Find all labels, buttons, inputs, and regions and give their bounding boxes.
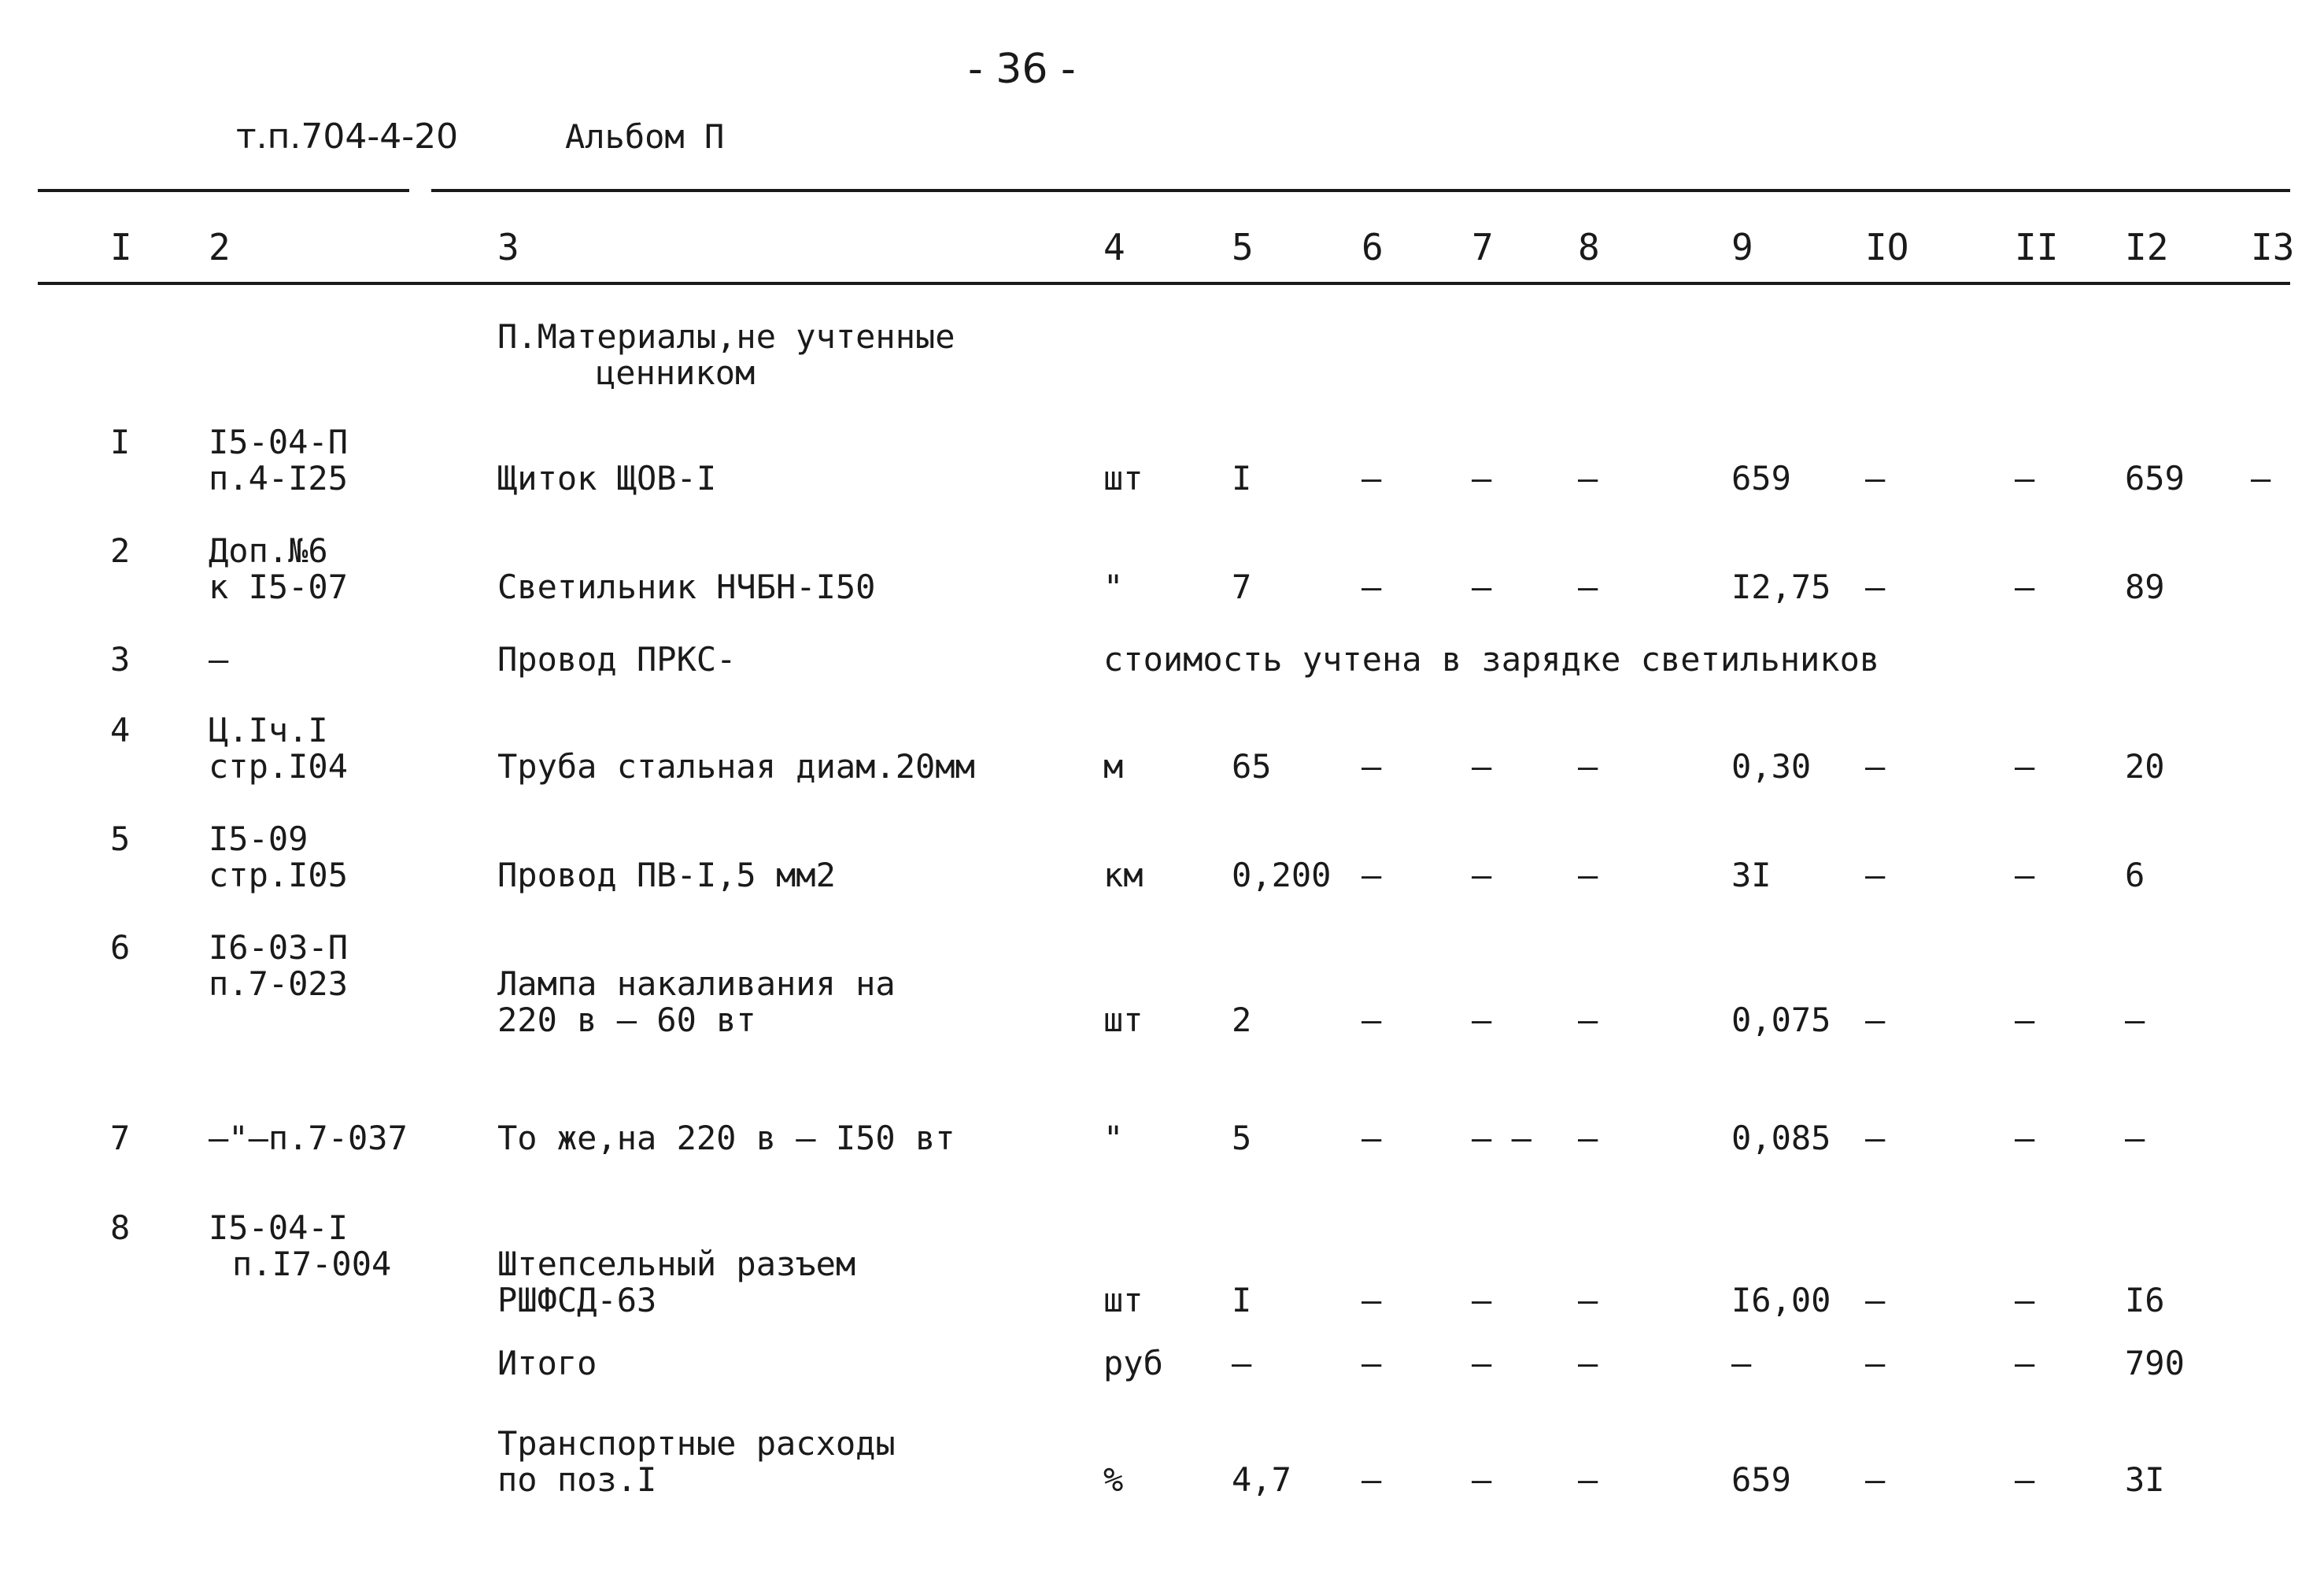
- row-reference: I5-04-П: [209, 423, 349, 461]
- row-value-c12: I6: [2125, 1281, 2165, 1319]
- row-value-c5: 4,7: [1232, 1460, 1291, 1499]
- column-number-2: 2: [209, 226, 231, 268]
- row-value-c11: –: [2015, 459, 2035, 498]
- column-number-3: 3: [497, 226, 519, 268]
- section-title-line2: ценником: [596, 353, 756, 392]
- row-value-c8: –: [1578, 1281, 1598, 1319]
- row-number: 5: [110, 820, 131, 858]
- row-value-c6: –: [1362, 1001, 1382, 1039]
- row-value-c8: –: [1578, 1344, 1598, 1382]
- row-value-c10: –: [1865, 747, 1886, 786]
- row-value-c8: –: [1578, 1119, 1598, 1157]
- row-value-c7: –: [1472, 1460, 1492, 1499]
- row-value-c5: –: [1232, 1344, 1252, 1382]
- row-value-c11: –: [2015, 1001, 2035, 1039]
- row-reference: I5-09: [209, 820, 309, 858]
- column-number-11: II: [2015, 226, 2059, 268]
- column-number-13: I3: [2251, 226, 2295, 268]
- row-value-c10: –: [1865, 1281, 1886, 1319]
- row-reference: I5-04-I: [209, 1208, 349, 1247]
- row-unit: км: [1103, 856, 1144, 894]
- row-value-c12: –: [2125, 1119, 2145, 1157]
- row-value-c11: –: [2015, 1281, 2035, 1319]
- row-unit: шт: [1103, 1281, 1144, 1319]
- row-value-c10: –: [1865, 459, 1886, 498]
- row-value-c12: 3I: [2125, 1460, 2165, 1499]
- row-reference: Доп.№6: [209, 531, 328, 570]
- row-value-c13: –: [2251, 459, 2271, 498]
- document-code: т.п.704-4-20: [236, 117, 459, 157]
- row-value-c5: 2: [1232, 1001, 1252, 1039]
- row-value-c8: –: [1578, 1001, 1598, 1039]
- row-value-c5: 7: [1232, 568, 1252, 606]
- column-number-7: 7: [1472, 226, 1494, 268]
- row-reference: п.I7-004: [232, 1245, 392, 1283]
- row-value-c7: –: [1472, 459, 1492, 498]
- row-value-c9: I6,00: [1731, 1281, 1831, 1319]
- row-reference: стр.I04: [209, 747, 349, 786]
- row-number: 7: [110, 1119, 131, 1157]
- row-value-c8: –: [1578, 747, 1598, 786]
- row-value-c6: –: [1362, 459, 1382, 498]
- row-value-c10: –: [1865, 856, 1886, 894]
- row-value-c6: –: [1362, 1344, 1382, 1382]
- row-value-c12: 89: [2125, 568, 2165, 606]
- column-number-5: 5: [1232, 226, 1254, 268]
- row-value-c11: –: [2015, 1344, 2035, 1382]
- row-value-c9: 3I: [1731, 856, 1772, 894]
- row-number: 3: [110, 640, 131, 679]
- column-number-6: 6: [1362, 226, 1384, 268]
- row-value-c10: –: [1865, 1460, 1886, 1499]
- album-label: Альбом П: [565, 117, 725, 156]
- row-reference: I6-03-П: [209, 928, 349, 967]
- row-value-c7: –: [1472, 1344, 1492, 1382]
- row-reference: стр.I05: [209, 856, 349, 894]
- row-name: Щиток ЩОВ-I: [497, 459, 717, 498]
- row-unit: шт: [1103, 459, 1144, 498]
- row-value-c10: –: [1865, 568, 1886, 606]
- row-value-c6: –: [1362, 747, 1382, 786]
- column-number-4: 4: [1103, 226, 1125, 268]
- row-value-c5: 0,200: [1232, 856, 1332, 894]
- row-unit: ": [1103, 1119, 1124, 1157]
- row-number: 2: [110, 531, 131, 570]
- row-value-c6: –: [1362, 1119, 1382, 1157]
- row-unit: %: [1103, 1460, 1124, 1499]
- row-value-c12: 6: [2125, 856, 2145, 894]
- row-value-c9: 0,085: [1731, 1119, 1831, 1157]
- row-unit: шт: [1103, 1001, 1144, 1039]
- row-reference: к I5-07: [209, 568, 349, 606]
- page-number: - 36 -: [968, 46, 1076, 93]
- row-reference: –: [209, 640, 229, 679]
- row-value-c7: –: [1472, 1001, 1492, 1039]
- row-name: РШФСД-63: [497, 1281, 657, 1319]
- row-reference: –"–п.7-037: [209, 1119, 408, 1157]
- row-value-c12: –: [2125, 1001, 2145, 1039]
- row-value-c7: –: [1472, 1281, 1492, 1319]
- row-number: 4: [110, 711, 131, 749]
- row-name: Лампа накаливания на: [497, 964, 896, 1003]
- row-value-c9: I2,75: [1731, 568, 1831, 606]
- row-value-c10: –: [1865, 1001, 1886, 1039]
- row-value-c11: –: [2015, 568, 2035, 606]
- row-unit: руб: [1103, 1344, 1163, 1382]
- row-value-c8: –: [1578, 459, 1598, 498]
- header-rule-bottom: [38, 282, 2290, 285]
- row-name: по поз.I: [497, 1460, 657, 1499]
- column-number-9: 9: [1731, 226, 1753, 268]
- row-value-c11: –: [2015, 1119, 2035, 1157]
- row-value-c6: –: [1362, 1460, 1382, 1499]
- row-value-c12: 659: [2125, 459, 2185, 498]
- row-value-c8: –: [1578, 568, 1598, 606]
- row-note: стоимость учтена в зарядке светильников: [1103, 640, 1880, 679]
- row-value-c8: –: [1578, 1460, 1598, 1499]
- column-number-10: IO: [1865, 226, 1909, 268]
- row-value-c9: –: [1731, 1344, 1752, 1382]
- row-value-c7: –: [1472, 856, 1492, 894]
- row-value-c5: I: [1232, 459, 1252, 498]
- row-value-c11: –: [2015, 747, 2035, 786]
- row-reference: п.4-I25: [209, 459, 349, 498]
- column-number-1: I: [110, 226, 132, 268]
- row-number: 8: [110, 1208, 131, 1247]
- row-value-c7: –: [1472, 568, 1492, 606]
- row-name: Штепсельный разъем: [497, 1245, 856, 1283]
- row-value-c10: –: [1865, 1344, 1886, 1382]
- header-rule-top-right: [431, 189, 2290, 192]
- row-value-c6: –: [1362, 856, 1382, 894]
- row-value-c10: –: [1865, 1119, 1886, 1157]
- row-reference: п.7-023: [209, 964, 349, 1003]
- row-value-c7: – –: [1472, 1119, 1531, 1157]
- row-value-c5: 5: [1232, 1119, 1252, 1157]
- row-name: Транспортные расходы: [497, 1424, 896, 1463]
- section-title-line1: П.Материалы,не учтенные: [497, 317, 955, 356]
- row-value-c7: –: [1472, 747, 1492, 786]
- row-value-c11: –: [2015, 1460, 2035, 1499]
- row-value-c9: 0,30: [1731, 747, 1812, 786]
- column-number-12: I2: [2125, 226, 2169, 268]
- column-number-8: 8: [1578, 226, 1600, 268]
- row-number: 6: [110, 928, 131, 967]
- row-value-c6: –: [1362, 568, 1382, 606]
- row-value-c9: 0,075: [1731, 1001, 1831, 1039]
- row-value-c9: 659: [1731, 459, 1791, 498]
- row-name: Светильник НЧБН-I50: [497, 568, 876, 606]
- row-name: 220 в – 60 вт: [497, 1001, 756, 1039]
- row-number: I: [110, 423, 131, 461]
- header-rule-top-left: [38, 189, 409, 192]
- row-name: Провод ПВ-I,5 мм2: [497, 856, 836, 894]
- row-value-c8: –: [1578, 856, 1598, 894]
- row-value-c12: 790: [2125, 1344, 2185, 1382]
- row-value-c9: 659: [1731, 1460, 1791, 1499]
- row-value-c5: 65: [1232, 747, 1272, 786]
- row-name: Итого: [497, 1344, 597, 1382]
- row-name: То же,на 220 в – I50 вт: [497, 1119, 955, 1157]
- row-name: Провод ПРКС-: [497, 640, 737, 679]
- row-value-c6: –: [1362, 1281, 1382, 1319]
- row-value-c11: –: [2015, 856, 2035, 894]
- row-unit: м: [1103, 747, 1124, 786]
- row-name: Труба стальная диам.20мм: [497, 747, 975, 786]
- row-value-c12: 20: [2125, 747, 2165, 786]
- row-value-c5: I: [1232, 1281, 1252, 1319]
- row-reference: Ц.Iч.I: [209, 711, 328, 749]
- row-unit: ": [1103, 568, 1124, 606]
